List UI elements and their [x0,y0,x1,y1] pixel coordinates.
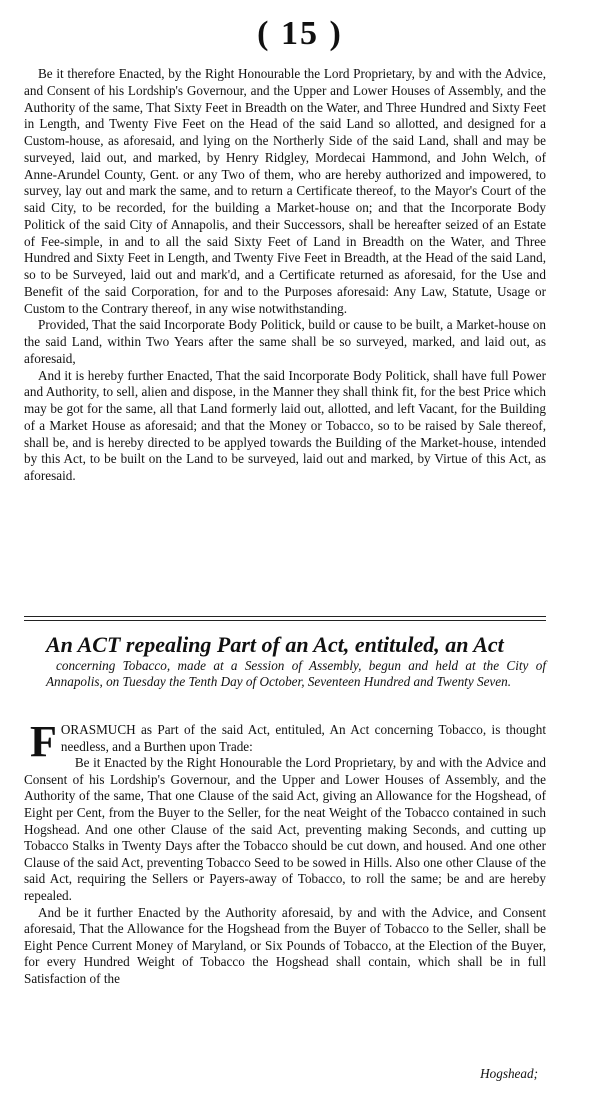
opening-paragraph [24,717,546,766]
catchword: Hogshead; [480,1066,538,1081]
divider-rule [24,616,546,617]
act-heading: An ACT repealing Part of an Act, entituled, an Act [46,632,504,657]
opening-text: ORASMUCH as Part of the said Act, entituled, An Act concerning Tobacco, is thought needless, and a Burthen upon Trade: [60,722,546,754]
paragraph: And be it further Enacted by the Authority aforesaid, by and with the Advice, and Consent aforesaid, That the Allowance for the Hogshead from the Buyer of Tobacco to the Seller, shall be Eight Pence Current Money of Maryland, or Six Pounds of Tobacco, at the Election of the Buyer, for every Hundred Weight of Tobacco the Hogshead shall contain, which shall be in full Satisfaction of the [24,904,546,986]
act-subtitle: concerning Tobacco, made at a Session of Assembly, begun and held at the City of Annapolis, on Tuesday the Tenth Day of October, Seventeen Hundred and Twenty Seven. [46,658,546,689]
section-1-text [24,66,546,485]
drop-cap: F [30,717,57,766]
paragraph: Provided, That the said Incorporate Body Politick, build or cause to be built, a Market-house on the said Land, within Two Years after the same shall be so surveyed, marked, and laid out, as aforesaid, [24,317,546,366]
section-2-text [24,717,546,988]
page-number: ( 15 ) [257,15,343,52]
paragraph: Be it Enacted by the Right Honourable the Lord Proprietary, by and with the Advice and Consent of his Lordship's Governour, and the Upper and Lower Houses of Assembly, and the Authority of the same, That one Clause of the said Act, giving an Allowance for the Hogshead, of Eight per Cent, from the Buyer to the Seller, for the neat Weight of the Tobacco contained in such Hogshead. And one other Clause of the said Act, preventing making Seconds, and cutting up Tobacco Stalks in Twenty Days after the Tobacco should be cut down, and housed. And one other Clause of the said Act, preventing Tobacco Seed to be sowed in Hills. Also one other Clause of the said Act, requiring the Sellers or Payers-away of Tobacco, to roll the same; be and are hereby repealed. [24,755,546,903]
paragraph: Be it therefore Enacted, by the Right Honourable the Lord Proprietary, by and with the Advice, and Consent of his Lordship's Governour, and the Upper and Lower Houses of Assembly, and the Authority of the same, That Sixty Feet in Breadth on the Water, and Three Hundred and Sixty Feet in Length, and Twenty Five Feet on the Head of the said Land so allotted, and designed for a Custom-house, as aforesaid, and lying on the Northerly Side of the said Land, shall and may be surveyed, laid out, and marked, by Henry Ridgley, Mordecai Hammond, and John Welch, of Anne-Arundel County, Gent. or any Two of them, who are hereby authorized and impowered, to survey, lay out and mark the same, and to return a Certificate thereof, to the Mayor's Court of the said City, to be recorded, for the building a Market-house on; and that the Incorporate Body Politick of the said City of Annapolis, and their Successors, shall be hereafter seized of an Estate of Fee-simple, in and to all the said Sixty Feet of Land in Breadth on the Water, and Three Hundred and Sixty Feet in Length, and Twenty Five Feet in Breadth, at the Head of the said Land, so to be Surveyed, laid out and mark'd, and a Certificate returned as aforesaid, for the Use and Benefit of the said Corporation, for and to the Purposes aforesaid: Any Law, Statute, Usage or Custom to the Contrary thereof, in any wise notwithstanding. [24,66,546,316]
divider-rule [24,620,546,621]
paragraph: And it is hereby further Enacted, That the said Incorporate Body Politick, shall have full Power and Authority, to sell, alien and dispose, in the Manner they shall think fit, for the best Price which may be got for the same, all that Land formerly laid out, allotted, and left Vacant, for the Building of a Market House as aforesaid; and that the Money or Tobacco, so to be raised by Sale thereof, shall be, and is hereby directed to be applyed towards the Building of the Market-house, intended by this Act, to be built on the Land to be surveyed, laid out and marked, by Virtue of this Act, as aforesaid. [24,367,546,483]
act-title-block [46,632,546,690]
